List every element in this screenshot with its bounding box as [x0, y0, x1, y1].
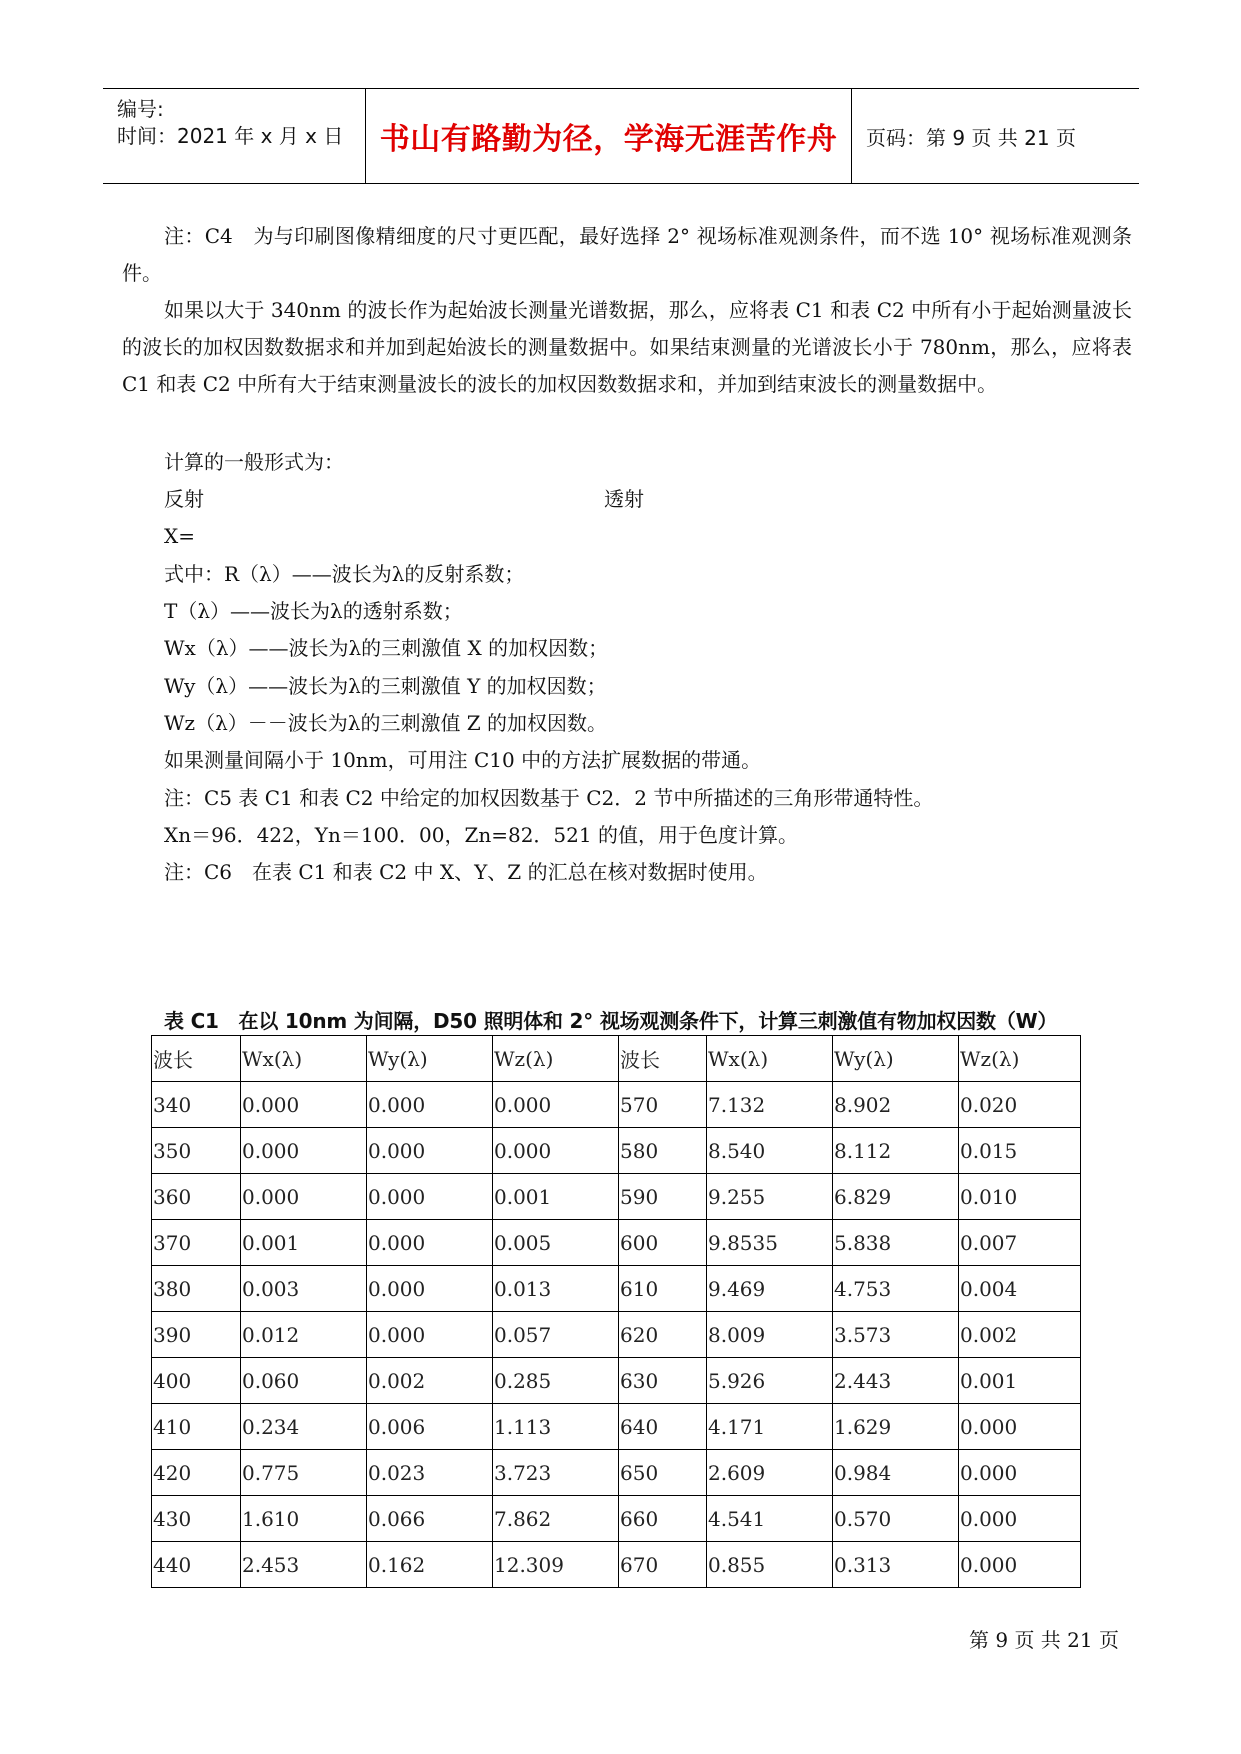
table-cell: 0.000: [367, 1174, 493, 1220]
table-cell: 6.829: [833, 1174, 959, 1220]
table-row: [152, 1542, 1081, 1588]
table-cell: 9.8535: [707, 1220, 833, 1266]
table-cell: 0.002: [959, 1312, 1081, 1358]
table-cell: 0.000: [959, 1404, 1081, 1450]
table-cell: 570: [619, 1082, 707, 1128]
note-c4: 注：C4 为与印刷图像精细度的尺寸更匹配，最好选择 2° 视场标准观测条件，而不选 10° 视场标准观测条件。: [122, 224, 1132, 285]
table-cell: 7.862: [493, 1496, 619, 1542]
table-cell: 8.902: [833, 1082, 959, 1128]
white-point-values: Xn＝96．422，Yn＝100．00，Zn=82．521 的值，用于色度计算。: [164, 823, 798, 847]
table-cell: 0.000: [367, 1266, 493, 1312]
table-cell: 0.775: [241, 1450, 367, 1496]
table-row: [152, 1128, 1081, 1174]
table-cell: 3.573: [833, 1312, 959, 1358]
table-cell: 620: [619, 1312, 707, 1358]
table-cell: 4.541: [707, 1496, 833, 1542]
table-cell: 7.132: [707, 1082, 833, 1128]
table-cell: 0.000: [367, 1312, 493, 1358]
table-cell: 1.113: [493, 1404, 619, 1450]
table-cell: 0.057: [493, 1312, 619, 1358]
table-cell: 0.000: [367, 1220, 493, 1266]
table-header-cell: Wy(λ): [833, 1036, 959, 1082]
table-header-cell: Wx(λ): [707, 1036, 833, 1082]
table-cell: 1.610: [241, 1496, 367, 1542]
table-cell: 0.313: [833, 1542, 959, 1588]
table-cell: 8.540: [707, 1128, 833, 1174]
table-cell: 0.004: [959, 1266, 1081, 1312]
table-cell: 650: [619, 1450, 707, 1496]
table-cell: 0.000: [241, 1082, 367, 1128]
table-row: [152, 1082, 1081, 1128]
table-cell: 0.000: [367, 1082, 493, 1128]
note-c6: 注：C6 在表 C1 和表 C2 中 X、Y、Z 的汇总在核对数据时使用。: [164, 860, 768, 884]
page-footer: 第 9 页 共 21 页: [969, 1628, 1119, 1652]
table-cell: 0.015: [959, 1128, 1081, 1174]
table-caption: 表 C1 在以 10nm 为间隔，D50 照明体和 2° 视场观测条件下，计算三刺激值有物加权因数（W）: [164, 1009, 1058, 1033]
definition-r: 式中：R（λ）——波长为λ的反射系数；: [164, 562, 525, 586]
table-cell: 4.753: [833, 1266, 959, 1312]
table-cell: 400: [152, 1358, 241, 1404]
transmit-label: 透射: [604, 487, 644, 511]
table-cell: 0.003: [241, 1266, 367, 1312]
table-header-cell: 波长: [152, 1036, 241, 1082]
table-header-cell: 波长: [619, 1036, 707, 1082]
table-cell: 0.010: [959, 1174, 1081, 1220]
table-cell: 440: [152, 1542, 241, 1588]
table-cell: 5.926: [707, 1358, 833, 1404]
header-page-cell: [852, 89, 1139, 183]
table-cell: 0.066: [367, 1496, 493, 1542]
table-header-row: [152, 1036, 1081, 1082]
table-cell: 640: [619, 1404, 707, 1450]
table-cell: 410: [152, 1404, 241, 1450]
table-cell: 420: [152, 1450, 241, 1496]
definition-t: T（λ）——波长为λ的透射系数；: [164, 599, 463, 623]
table-cell: 2.453: [241, 1542, 367, 1588]
table-cell: 0.000: [959, 1496, 1081, 1542]
table-cell: 4.171: [707, 1404, 833, 1450]
table-header-cell: Wy(λ): [367, 1036, 493, 1082]
table-cell: 1.629: [833, 1404, 959, 1450]
table-row: [152, 1174, 1081, 1220]
table-cell: 340: [152, 1082, 241, 1128]
table-cell: 0.000: [241, 1128, 367, 1174]
table-cell: 2.609: [707, 1450, 833, 1496]
table-cell: 0.000: [959, 1542, 1081, 1588]
table-cell: 0.162: [367, 1542, 493, 1588]
table-cell: 0.984: [833, 1450, 959, 1496]
reflect-label: 反射: [164, 487, 204, 511]
table-cell: 0.020: [959, 1082, 1081, 1128]
table-cell: 0.013: [493, 1266, 619, 1312]
table-row: [152, 1496, 1081, 1542]
table-row: [152, 1358, 1081, 1404]
table-cell: 0.002: [367, 1358, 493, 1404]
table-cell: 12.309: [493, 1542, 619, 1588]
table-cell: 0.000: [493, 1128, 619, 1174]
table-header-cell: Wz(λ): [493, 1036, 619, 1082]
doc-number-label: 编号:: [117, 97, 164, 121]
table-cell: 5.838: [833, 1220, 959, 1266]
interval-note: 如果测量间隔小于 10nm，可用注 C10 中的方法扩展数据的带通。: [164, 748, 762, 772]
header-motto: 书山有路勤为径，学海无涯苦作舟: [379, 122, 838, 157]
weighting-factor-table: [151, 1035, 1081, 1588]
table-cell: 600: [619, 1220, 707, 1266]
table-cell: 0.006: [367, 1404, 493, 1450]
table-header-cell: Wx(λ): [241, 1036, 367, 1082]
x-equation: X=: [164, 524, 195, 548]
note-c5: 注：C5 表 C1 和表 C2 中给定的加权因数基于 C2．2 节中所描述的三角形带通特性。: [164, 786, 934, 810]
table-cell: 580: [619, 1128, 707, 1174]
table-cell: 8.112: [833, 1128, 959, 1174]
table-cell: 0.012: [241, 1312, 367, 1358]
table-cell: 0.285: [493, 1358, 619, 1404]
table-cell: 660: [619, 1496, 707, 1542]
table-cell: 0.005: [493, 1220, 619, 1266]
table-row: [152, 1450, 1081, 1496]
table-cell: 9.255: [707, 1174, 833, 1220]
table-cell: 0.000: [367, 1128, 493, 1174]
table-row: [152, 1266, 1081, 1312]
header-page-label: 页码：第 9 页 共 21 页: [866, 125, 1076, 150]
table-cell: 0.234: [241, 1404, 367, 1450]
paragraph-start-wavelength: 如果以大于 340nm 的波长作为起始波长测量光谱数据，那么，应将表 C1 和表 C2 中所有小于起始测量波长的波长的加权因数数据求和并加到起始波长的测量数据中。如果结束测量的光谱波长小于 780nm，那么，应将表 C1 和表 C2 中所有大于结束测量波长的波长的加权因数数据求和，并加到结束波长的测量数据中。: [122, 298, 1132, 396]
table-row: [152, 1312, 1081, 1358]
page-header: [103, 88, 1139, 184]
table-cell: 0.855: [707, 1542, 833, 1588]
calc-intro: 计算的一般形式为：: [164, 450, 344, 474]
table-header-cell: Wz(λ): [959, 1036, 1081, 1082]
table-row: [152, 1220, 1081, 1266]
table-cell: 610: [619, 1266, 707, 1312]
table-cell: 8.009: [707, 1312, 833, 1358]
table-cell: 390: [152, 1312, 241, 1358]
table-cell: 0.570: [833, 1496, 959, 1542]
table-cell: 3.723: [493, 1450, 619, 1496]
table-cell: 370: [152, 1220, 241, 1266]
table-cell: 0.060: [241, 1358, 367, 1404]
table-cell: 0.000: [959, 1450, 1081, 1496]
table-cell: 0.023: [367, 1450, 493, 1496]
table-cell: 360: [152, 1174, 241, 1220]
definition-wz: Wz（λ）－－波长为λ的三刺激值 Z 的加权因数。: [164, 711, 608, 735]
table-cell: 0.001: [493, 1174, 619, 1220]
header-motto-cell: [366, 89, 852, 183]
doc-time-label: 时间：2021 年 x 月 x 日: [117, 124, 344, 148]
header-left-cell: [103, 89, 366, 183]
table-cell: 0.007: [959, 1220, 1081, 1266]
table-cell: 0.001: [959, 1358, 1081, 1404]
table-cell: 590: [619, 1174, 707, 1220]
table-cell: 0.000: [241, 1174, 367, 1220]
table-cell: 9.469: [707, 1266, 833, 1312]
table-cell: 2.443: [833, 1358, 959, 1404]
table-cell: 0.000: [493, 1082, 619, 1128]
table-cell: 0.001: [241, 1220, 367, 1266]
table-cell: 350: [152, 1128, 241, 1174]
table-cell: 630: [619, 1358, 707, 1404]
table-row: [152, 1404, 1081, 1450]
definition-wx: Wx（λ）——波长为λ的三刺激值 X 的加权因数；: [164, 636, 609, 660]
table-cell: 380: [152, 1266, 241, 1312]
table-cell: 430: [152, 1496, 241, 1542]
table-cell: 670: [619, 1542, 707, 1588]
definition-wy: Wy（λ）——波长为λ的三刺激值 Y 的加权因数；: [164, 674, 607, 698]
